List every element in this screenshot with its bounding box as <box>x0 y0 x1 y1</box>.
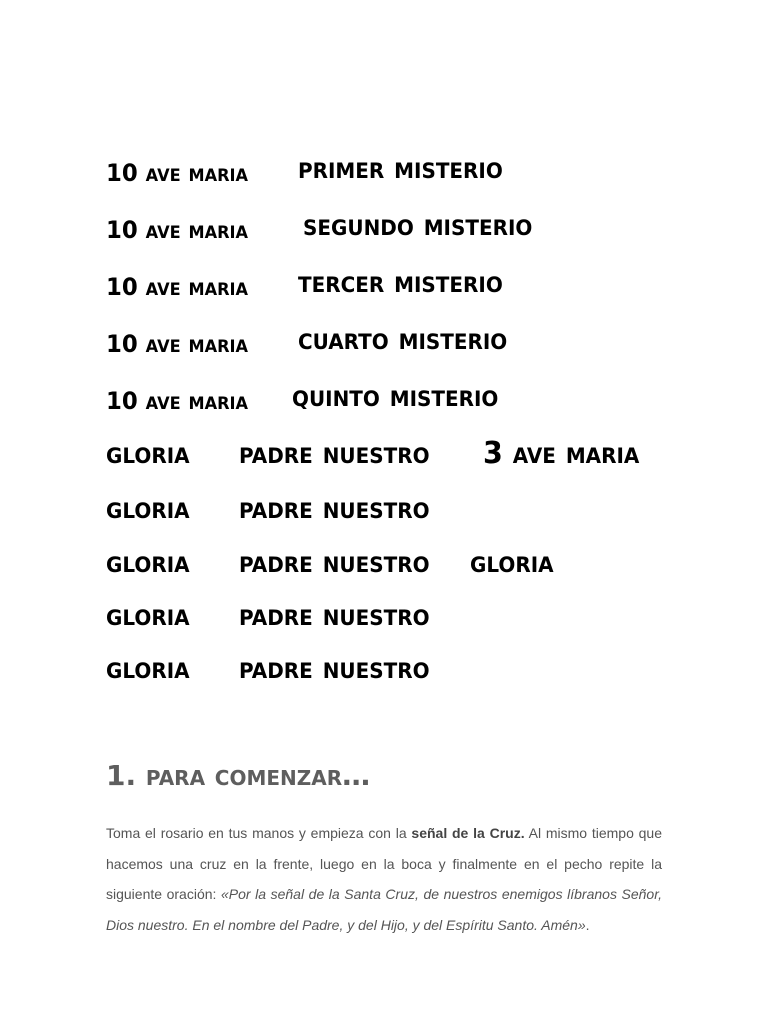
paragraph-prayer: «Por la señal de la Santa Cruz, de nuestros enemigos líbranos Señor, Dios nuestro. En el nombre del Padre, y del Hijo, y del Espíritu Santo. Amén» <box>106 886 662 933</box>
paragraph-end: . <box>585 916 590 933</box>
row-left-text: 10 ave maria <box>106 387 249 415</box>
list-row <box>0 492 768 532</box>
list-row <box>0 380 768 420</box>
row-middle-text: primer misterio <box>298 151 503 186</box>
section-paragraph <box>106 818 662 940</box>
paragraph-bold: señal de la Cruz. <box>411 825 525 841</box>
row-middle-text: tercer misterio <box>298 265 503 300</box>
row-middle-text: cuarto misterio <box>298 322 508 357</box>
row-middle-text: padre nuestro <box>239 436 430 471</box>
section-heading: 1. para comenzar… <box>106 759 371 792</box>
list-row <box>0 437 768 477</box>
row-left-text: 10 ave maria <box>106 330 249 358</box>
row-middle-text: padre nuestro <box>239 598 430 633</box>
row-left-text: gloria <box>106 436 190 471</box>
list-row <box>0 152 768 192</box>
list-row <box>0 546 768 586</box>
row-left-text: 10 ave maria <box>106 273 249 301</box>
list-row <box>0 323 768 363</box>
row-middle-text: padre nuestro <box>239 651 430 686</box>
paragraph-middle: Al mismo tiempo que hacemos una cruz en la frente, luego en la boca y finalmente en el pecho repite la siguiente oración: <box>106 825 663 902</box>
row-middle-text: segundo misterio <box>303 208 533 243</box>
row-left-text: gloria <box>106 598 190 633</box>
row-right-text: gloria <box>470 545 554 580</box>
list-row <box>0 209 768 249</box>
list-row <box>0 652 768 692</box>
row-left-text: gloria <box>106 491 190 526</box>
row-right-text: 3 ave maria <box>483 436 640 471</box>
list-row <box>0 599 768 639</box>
list-row <box>0 266 768 306</box>
row-left-text: 10 ave maria <box>106 216 249 244</box>
paragraph-intro: Toma el rosario en tus manos y empieza con la <box>106 825 412 841</box>
row-middle-text: padre nuestro <box>239 545 430 580</box>
row-middle-text: padre nuestro <box>239 491 430 526</box>
row-middle-text: quinto misterio <box>292 379 499 414</box>
row-left-text: gloria <box>106 651 190 686</box>
row-left-text: gloria <box>106 545 190 580</box>
row-left-text: 10 ave maria <box>106 159 249 187</box>
